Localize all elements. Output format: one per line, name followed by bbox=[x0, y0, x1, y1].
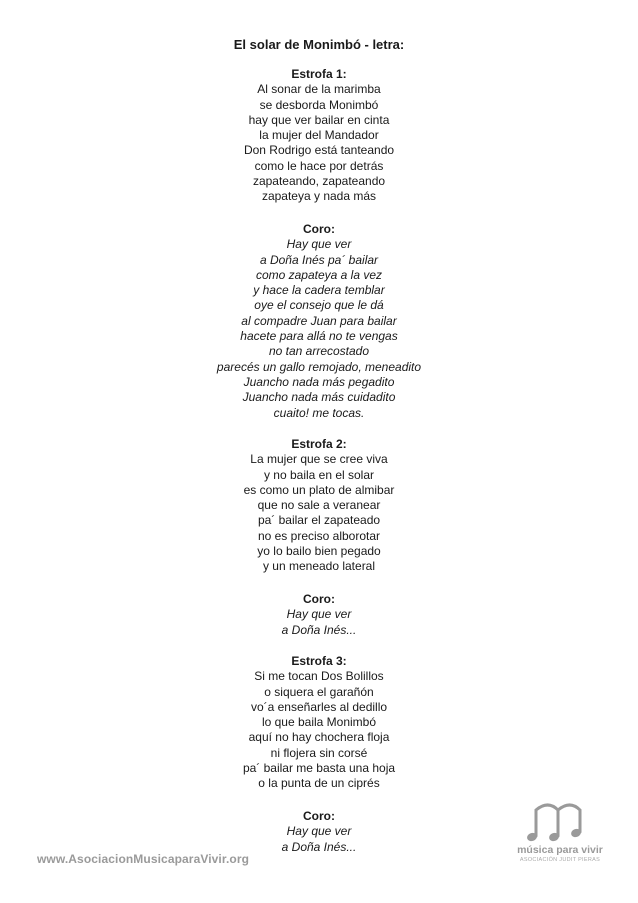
lyric-line: Juancho nada más cuidadito bbox=[242, 390, 396, 405]
lyric-line: como le hace por detrás bbox=[254, 158, 384, 173]
lyric-line: Si me tocan Dos Bolillos bbox=[254, 669, 384, 684]
lyric-line: hay que ver bailar en cinta bbox=[248, 112, 390, 127]
page-title bbox=[0, 37, 638, 52]
lyric-line: que no sale a veranear bbox=[257, 498, 381, 513]
lyric-line: no es preciso alborotar bbox=[257, 528, 381, 543]
coro-3-heading: Coro: bbox=[303, 809, 335, 823]
lyric-line: al compadre Juan para bailar bbox=[241, 313, 397, 328]
lyric-line: Juancho nada más pegadito bbox=[243, 374, 395, 389]
lyric-line: no tan arrecostado bbox=[268, 344, 370, 359]
logo bbox=[510, 800, 610, 864]
page-title-text: El solar de Monimbó - letra: bbox=[233, 37, 405, 52]
lyric-line: La mujer que se cree viva bbox=[250, 452, 388, 467]
lyric-line: como zapateya a la vez bbox=[255, 267, 383, 282]
lyric-line: zapateya y nada más bbox=[261, 189, 377, 204]
lyric-line: Hay que ver bbox=[286, 607, 352, 622]
estrofa-1 bbox=[0, 67, 638, 205]
coro-2-heading: Coro: bbox=[303, 592, 335, 606]
lyric-line: cuaito! me tocas. bbox=[273, 405, 365, 420]
estrofa-1-heading: Estrofa 1: bbox=[291, 67, 347, 81]
lyric-line: la mujer del Mandador bbox=[259, 128, 379, 143]
estrofa-3 bbox=[0, 654, 638, 792]
lyric-line: zapateando, zapateando bbox=[252, 174, 386, 189]
lyric-line: pa´ bailar me basta una hoja bbox=[242, 761, 396, 776]
logo-subtitle: ASOCIACIÓN JUDIT PIERAS bbox=[519, 857, 601, 863]
lyric-line: a Doña Inés pa´ bailar bbox=[259, 252, 379, 267]
lyric-line: y hace la cadera temblar bbox=[253, 283, 385, 298]
lyric-line: se desborda Monimbó bbox=[259, 97, 379, 112]
estrofa-2 bbox=[0, 437, 638, 575]
lyric-line: parecés un gallo remojado, meneadito bbox=[216, 359, 422, 374]
logo-name: música para vivir bbox=[517, 844, 603, 856]
lyric-line: pa´ bailar el zapateado bbox=[257, 513, 381, 528]
lyric-line: aquí no hay chochera floja bbox=[248, 730, 390, 745]
lyric-line: o siquera el garañón bbox=[264, 684, 374, 699]
lyric-line: Don Rodrigo está tanteando bbox=[243, 143, 395, 158]
lyric-line: lo que baila Monimbó bbox=[261, 715, 377, 730]
lyric-line: y un meneado lateral bbox=[262, 559, 376, 574]
lyric-line: vo´a enseñarles al dedillo bbox=[250, 699, 388, 714]
lyric-line: yo lo bailo bien pegado bbox=[257, 544, 381, 559]
lyric-line: ni flojera sin corsé bbox=[270, 745, 368, 760]
lyric-line: hacete para allá no te vengas bbox=[240, 329, 398, 344]
lyric-line: es como un plato de almibar bbox=[243, 482, 395, 497]
coro-1 bbox=[0, 222, 638, 421]
estrofa-3-heading: Estrofa 3: bbox=[291, 654, 347, 668]
lyric-line: a Doña Inés... bbox=[281, 839, 357, 854]
lyric-line: y no baila en el solar bbox=[263, 467, 375, 482]
lyric-line: Hay que ver bbox=[286, 824, 352, 839]
website-link[interactable]: www.AsociacionMusicaparaVivir.org bbox=[37, 852, 250, 866]
lyric-line: oye el consejo que le dá bbox=[254, 298, 384, 313]
lyric-line: Hay que ver bbox=[286, 237, 352, 252]
lyric-line: Al sonar de la marimba bbox=[257, 82, 381, 97]
music-notes-icon bbox=[526, 800, 590, 844]
estrofa-2-heading: Estrofa 2: bbox=[291, 437, 347, 451]
coro-1-heading: Coro: bbox=[303, 222, 335, 236]
coro-2 bbox=[0, 592, 638, 638]
lyric-line: a Doña Inés... bbox=[281, 622, 357, 637]
lyric-line: o la punta de un ciprés bbox=[258, 776, 380, 791]
